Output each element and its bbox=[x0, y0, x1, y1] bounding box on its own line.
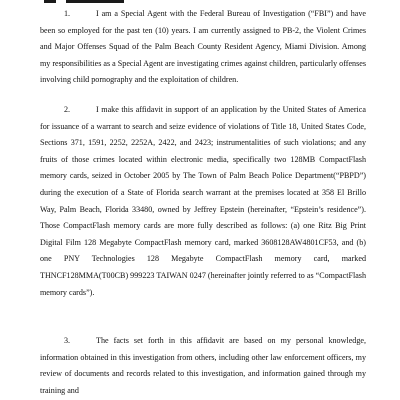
paragraph-1 bbox=[40, 6, 366, 89]
paragraph-number: 2. bbox=[64, 105, 71, 114]
paragraph-number: 1. bbox=[64, 9, 71, 18]
paragraph-number: 3. bbox=[64, 336, 71, 345]
paragraph-text: I make this affidavit in support of an application by the United States of America for issuance of a warrant to search and seize evidence of violations of Title 18, United States Code, Sections 371, 1591, 2252, 2252A, 2422, and 2423; instrumentalities of such violations; and any fruits of those crimes located within electronic media, specifically two 128MB CompactFlash memory cards, seized in October 2005 by The Town of Palm Beach Police Department(“PBPD”) during the execution of a State of Florida search warrant at the premises located at 358 El Brillo Way, Palm Beach, Florida 33480, owned by Jeffrey Epstein (hereinafter, “Epstein’s residence”). Those CompactFlash memory cards are more fully described as follows: (a) one Ritz Big Print Digital Film 128 Megabyte CompactFlash memory card, marked 3608128AW4801CF53, and (b) one PNY Technologies 128 Megabyte CompactFlash memory card, marked THNCF128MMA(T00CB) 999223 TAIWAN 0247 (hereinafter jointly referred to as “CompactFlash memory cards”). bbox=[40, 105, 366, 297]
redaction-mark bbox=[66, 0, 124, 3]
paragraph-text: I am a Special Agent with the Federal Bureau of Investigation (“FBI”) and have been so employed for the past ten (10) years. I am currently assigned to PB-2, the Violent Crimes and Major Offenses Squad of the Palm Beach County Resident Agency, Miami Division. Among my responsibilities as a Special Agent are investigating crimes against children, particularly offenses involving child pornography and the exploitation of children. bbox=[40, 9, 366, 85]
paragraph-text: The facts set forth in this affidavit are based on my personal knowledge, information obtained in this investigation from others, including other law enforcement officers, my review of documents and records related to this investigation, and information gained through my training and bbox=[40, 336, 366, 395]
redaction-mark bbox=[44, 0, 56, 3]
paragraph-2 bbox=[40, 102, 366, 301]
paragraph-3 bbox=[40, 333, 366, 399]
